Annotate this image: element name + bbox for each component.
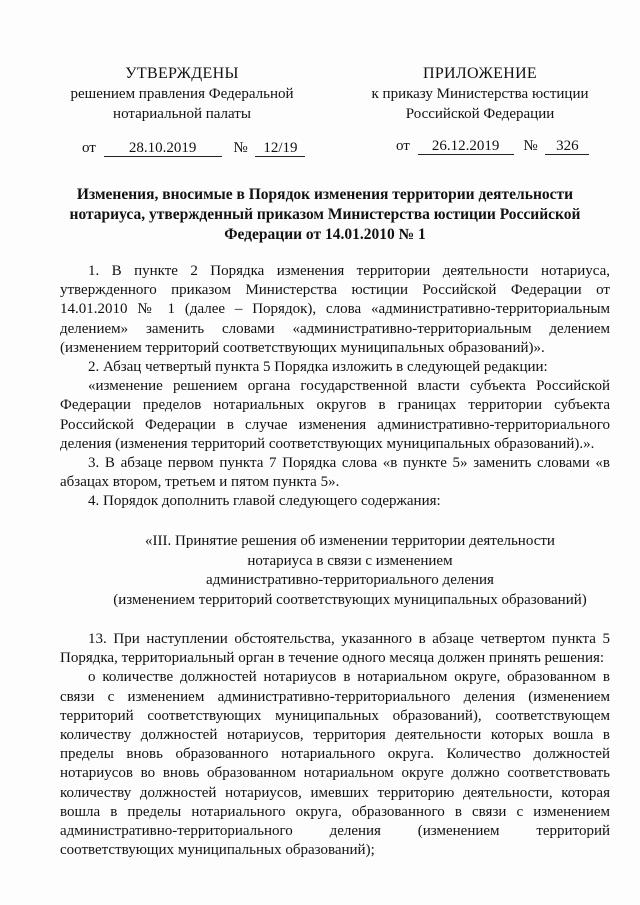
approval-number: 12/19 [255, 140, 305, 157]
approval-line-2: нотариальной палаты [113, 106, 251, 122]
appendix-line-1: к приказу Министерства юстиции [371, 86, 589, 102]
paragraph-2-quote: «изменение решением органа государственной власти субъекта Российской Федерации пределов нотариальных округов в границах территории субъекта Российской Федерации в случае изменения административно-территориального деления (изменения территорий соответствующих муниципальных образований).». [60, 378, 610, 452]
appendix-date-prefix: от [396, 138, 410, 154]
paragraph-2: 2. Абзац четвертый пункта 5 Порядка изложить в следующей редакции: [88, 359, 548, 376]
approval-num-prefix: № [233, 140, 248, 156]
approval-date-number [82, 138, 305, 158]
chapter-heading-line-4: (изменением территорий соответствующих муниципальных образований) [113, 591, 587, 608]
paragraph-13: 13. При наступлении обстоятельства, указанного в абзаце четвертом пункта 5 Порядка, территориальный орган в течение одного месяца должен принять решения: [60, 631, 610, 667]
chapter-heading [100, 532, 600, 610]
appendix-date-number [396, 136, 589, 156]
approval-stamp-block [52, 64, 312, 124]
approval-title: УТВЕРЖДЕНЫ [125, 65, 239, 82]
approval-date-prefix: от [82, 140, 96, 156]
paragraph-3: 3. В абзаце первом пункта 7 Порядка слова «в пункте 5» заменить словами «в абзацах втором, третьем и пятом пункта 5». [60, 455, 610, 491]
appendix-number: 326 [545, 138, 589, 155]
chapter-body [60, 630, 610, 860]
appendix-block [355, 64, 605, 124]
paragraph-4: 4. Порядок дополнить главой следующего содержания: [88, 493, 441, 510]
appendix-line-2: Российской Федерации [405, 106, 555, 122]
chapter-heading-line-3: административно-территориального деления [206, 572, 494, 588]
approval-line-1: решением правления Федеральной [70, 86, 294, 102]
amendments-list [60, 262, 610, 512]
paragraph-13-item: о количестве должностей нотариусов в нотариальном округе, образованном в связи с изменением административно-территориального деления (изменением территорий соответствующих муниципальных образований), соответствующем количеству должностей нотариусов, территория деятельности которых вошла в пределы вновь образованного нотариального округа. Количество должностей нотариусов во вновь образованном нотариальном округе должно соответствовать количеству должностей нотариусов, имевших территорию деятельности, которая вошла в пределы нотариального округа, образованного в связи с изменением административно-территориального деления (изменением территорий соответствующих муниципальных образований); [60, 669, 610, 859]
appendix-title: ПРИЛОЖЕНИЕ [422, 65, 537, 82]
document-title: Изменения, вносимые в Порядок изменения территории деятельности нотариуса, утвержденный приказом Министерства юстиции Российской Федерации от 14.01.2010 № 1 [69, 186, 581, 243]
approval-date: 28.10.2019 [104, 140, 222, 157]
paragraph-1: 1. В пункте 2 Порядка изменения территории деятельности нотариуса, утвержденного приказом Министерства юстиции Российской Федерации от 14.01.2010 № 1 (далее – Порядок), слова «административно-территориальным делением» заменить словами «административно-территориальным делением (изменением территорий соответствующих муниципальных образований)». [60, 263, 610, 356]
chapter-heading-line-1: «III. Принятие решения об изменении территории деятельности [145, 533, 555, 549]
appendix-num-prefix: № [523, 138, 538, 154]
chapter-heading-line-2: нотариуса в связи с изменением [247, 552, 453, 569]
appendix-date: 26.12.2019 [418, 138, 514, 155]
